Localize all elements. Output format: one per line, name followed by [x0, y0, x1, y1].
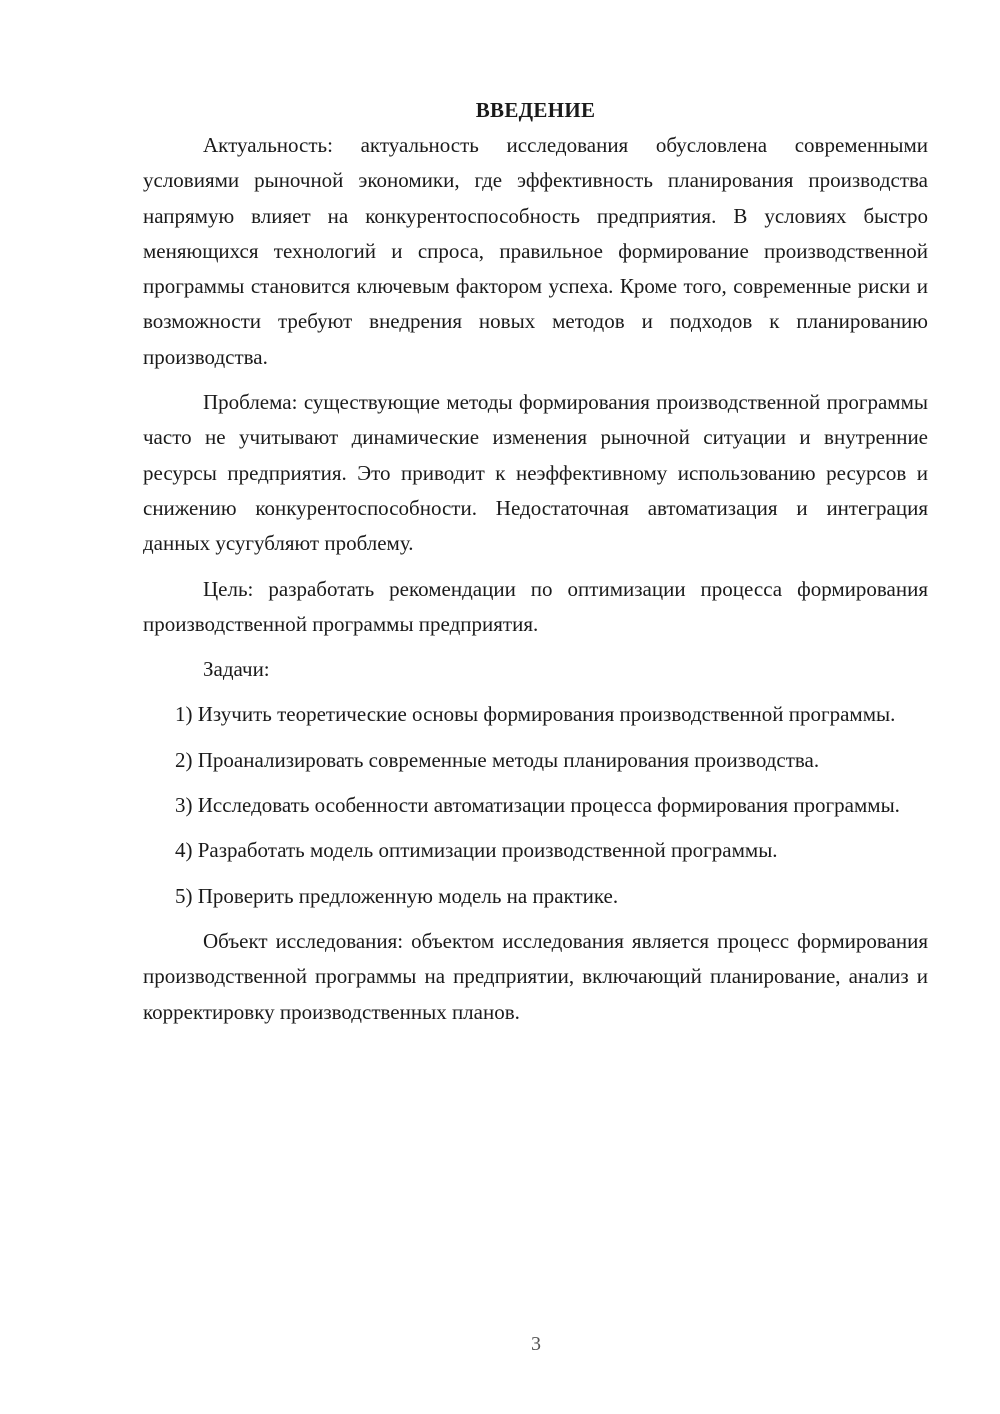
page-number: 3	[531, 1333, 541, 1355]
list-item: 1) Изучить теоретические основы формирования производственной программы.	[175, 702, 896, 727]
page-body	[143, 95, 928, 1030]
paragraph-problem: Проблема: существующие методы формирования производственной программы часто не учитывают динамические изменения рыночной ситуации и внутренние ресурсы предприятия. Это приводит к неэффективному использованию ресурсов и снижению конкурентоспособности. Недостаточная автоматизация и интеграция данных усугубляют проблему.	[143, 390, 928, 556]
list-item: 5) Проверить предложенную модель на практике.	[175, 883, 619, 908]
paragraph-tasks-heading: Задачи:	[203, 657, 270, 682]
page-title: ВВЕДЕНИЕ	[475, 98, 596, 122]
list-item: 4) Разработать модель оптимизации производственной программы.	[175, 838, 778, 863]
paragraph-relevance: Актуальность: актуальность исследования обусловлена современными условиями рыночной экономики, где эффективность планирования производства напрямую влияет на конкурентоспособность предприятия. В условиях быстро меняющихся технологий и спроса, правильное формирование производственной программы становится ключевым фактором успеха. Кроме того, современные риски и возможности требуют внедрения новых методов и подходов к планированию производства.	[143, 133, 928, 369]
paragraph-object: Объект исследования: объектом исследования является процесс формирования производственной программы на предприятии, включающий планирование, анализ и корректировку производственных планов.	[143, 928, 928, 1024]
list-item: 2) Проанализировать современные методы планирования производства.	[175, 747, 820, 772]
list-item: 3) Исследовать особенности автоматизации процесса формирования программы.	[175, 793, 900, 818]
paragraph-goal: Цель: разработать рекомендации по оптимизации процесса формирования производственной программы предприятия.	[143, 576, 928, 636]
task-list	[143, 697, 928, 913]
